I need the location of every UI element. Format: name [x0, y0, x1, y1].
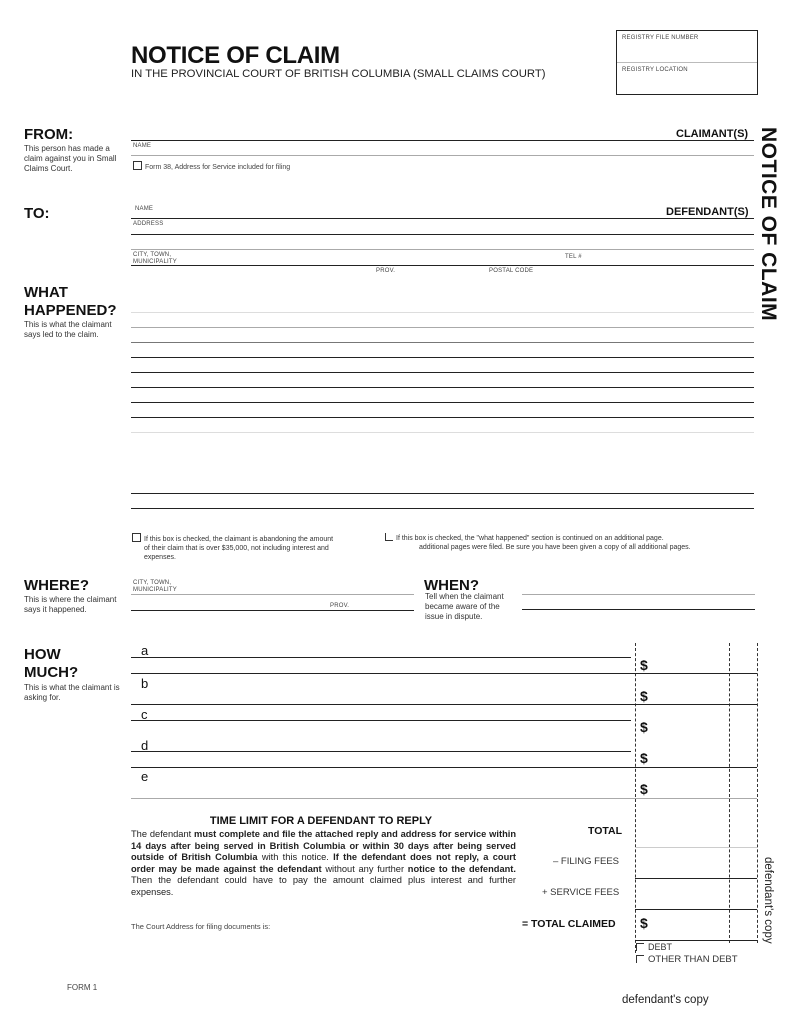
registry-box [616, 30, 758, 95]
where-heading: WHERE? [24, 577, 89, 594]
claim-item-c-description[interactable] [155, 706, 629, 721]
what-happened-rule-8 [131, 417, 754, 418]
defendant-postal-label: POSTAL CODE [489, 268, 534, 274]
claim-item-a-description[interactable] [155, 643, 629, 658]
court-address-label: The Court Address for filing documents is: [131, 922, 271, 931]
what-happened-textarea[interactable] [131, 300, 755, 514]
defendant-city-label [133, 252, 177, 265]
what-happened-heading-line2: HAPPENED? [24, 302, 117, 319]
abandon-checkbox-row[interactable] [132, 533, 382, 562]
continued-checkbox-label-line2: additional pages were filed. Be sure you have been given a copy of all additional pages. [419, 544, 691, 551]
what-happened-rule-7 [131, 402, 754, 403]
claim-item-a-letter: a [141, 643, 149, 658]
total-claimed-amount[interactable] [653, 915, 731, 935]
form38-checkbox-row[interactable] [133, 161, 290, 173]
how-much-heading-line2: MUCH? [24, 664, 79, 681]
filing-fees-amount[interactable] [640, 854, 731, 874]
side-copy-label-vertical: defendant's copy [762, 857, 774, 944]
service-fees-label: + SERVICE FEES [542, 887, 620, 898]
claimant-name-rule [131, 155, 754, 156]
form38-checkbox[interactable] [133, 161, 142, 170]
continued-checkbox-label-line1: If this box is checked, the "what happened" section is continued on an additional page. [396, 535, 664, 542]
what-happened-description: This is what the claimant says led to the claim. [24, 320, 112, 339]
claim-item-c-letter: c [141, 707, 148, 722]
debt-label: DEBT [648, 942, 673, 952]
where-prov-input[interactable] [133, 596, 414, 610]
claim-item-a-rule [131, 657, 631, 658]
defendant-name-label: NAME [135, 206, 154, 212]
registry-location-input[interactable] [621, 75, 755, 93]
what-happened-rule-2 [131, 327, 754, 328]
what-happened-rule-3 [131, 342, 754, 343]
where-city-label-line2: MUNICIPALITY [133, 586, 177, 593]
where-city-label-line1: CITY, TOWN, [133, 580, 172, 586]
total-claimed-rule [635, 940, 757, 941]
claim-item-e-rule [131, 798, 757, 799]
what-happened-rule-9 [131, 432, 754, 433]
page-subtitle: IN THE PROVINCIAL COURT OF BRITISH COLUMBIA (SMALL CLAIMS COURT) [131, 68, 546, 80]
when-input[interactable] [523, 580, 752, 610]
form-number: FORM 1 [67, 983, 98, 992]
time-limit-text-3: with this notice. [257, 852, 334, 863]
total-amount[interactable] [640, 822, 731, 842]
what-happened-rule-1 [131, 312, 754, 313]
claim-item-b-rule [131, 704, 757, 705]
continued-checkbox-row[interactable] [385, 533, 755, 552]
time-limit-text-1: The defendant [131, 829, 195, 839]
what-happened-rule-11 [131, 508, 754, 509]
defendant-address-label: ADDRESS [133, 221, 164, 227]
defendant-role-label: DEFENDANT(S) [666, 206, 749, 218]
defendant-address-input[interactable] [170, 220, 754, 235]
claim-item-c-rule [131, 720, 631, 721]
claim-item-b-letter: b [141, 676, 149, 691]
what-happened-rule-10 [131, 493, 754, 494]
claim-item-e-description[interactable] [155, 769, 629, 797]
time-limit-text-4: If the defendant does not reply, a court order may be made against the defendant [131, 852, 516, 874]
when-description: Tell when the claimant became aware of the issue in dispute. [425, 592, 504, 621]
total-claimed-label: = TOTAL CLAIMED [522, 918, 616, 930]
footer-copy-label: defendant's copy [622, 994, 709, 1006]
abandon-checkbox-label-line3: expenses. [144, 554, 176, 561]
where-prov-rule [131, 610, 414, 611]
what-happened-heading [24, 284, 117, 320]
service-fees-rule [635, 909, 757, 910]
claim-item-e-amount[interactable] [652, 781, 731, 799]
defendant-city-label-line2: MUNICIPALITY [133, 258, 177, 265]
claim-item-d-amount-rule [131, 767, 757, 768]
abandon-checkbox-label-line2: of their claim that is over $35,000, not including interest and [144, 545, 329, 552]
where-description: This is where the claimant says it happened. [24, 595, 117, 614]
what-happened-heading-line1: WHAT [24, 284, 68, 301]
from-description: This person has made a claim against you in Small Claims Court. [24, 144, 117, 173]
claimant-role-label: CLAIMANT(S) [676, 128, 749, 140]
page-title: NOTICE OF CLAIM [131, 42, 340, 69]
claim-item-e-letter: e [141, 769, 149, 784]
time-limit-text-6: notice to the defendant. [407, 863, 516, 874]
total-rule [635, 847, 757, 848]
claim-item-a-amount-rule [131, 673, 757, 674]
what-happened-rule-6 [131, 387, 754, 388]
claim-item-e-currency: $ [640, 781, 648, 797]
claim-item-c-amount[interactable] [652, 720, 731, 738]
claim-item-d-currency: $ [640, 750, 648, 766]
claim-item-b-description[interactable] [155, 676, 629, 704]
defendant-city-rule [131, 265, 754, 266]
registry-divider [617, 62, 757, 63]
claimant-top-rule [131, 140, 754, 141]
where-city-rule [131, 594, 414, 595]
time-limit-heading: TIME LIMIT FOR A DEFENDANT TO REPLY [209, 815, 433, 827]
abandon-checkbox[interactable] [132, 533, 141, 542]
registry-file-number-label: REGISTRY FILE NUMBER [622, 35, 699, 41]
when-rule-2 [522, 609, 755, 610]
form38-checkbox-label: Form 38, Address for Service included for filing [145, 164, 291, 171]
continued-checkbox[interactable] [385, 533, 393, 541]
other-than-debt-label: OTHER THAN DEBT [648, 954, 738, 965]
other-than-debt-checkbox[interactable] [636, 955, 644, 963]
claim-item-b-currency: $ [640, 688, 648, 704]
defendant-address2-rule [131, 249, 754, 250]
debt-checkbox-row[interactable] [636, 942, 672, 952]
total-claimed-currency: $ [640, 915, 648, 931]
amount-column-guide-right [757, 643, 758, 943]
what-happened-rule-5 [131, 372, 754, 373]
defendant-prov-label: PROV. [376, 268, 396, 274]
how-much-heading [24, 646, 78, 682]
where-city-label [133, 580, 177, 593]
filing-fees-rule [635, 878, 757, 879]
claim-item-d-description[interactable] [155, 737, 629, 752]
claimant-name-label: NAME [133, 143, 152, 149]
registry-file-number-input[interactable] [621, 43, 755, 61]
defendant-city-input[interactable] [185, 251, 559, 266]
total-label: TOTAL [588, 825, 623, 837]
claim-item-d-rule [131, 751, 631, 752]
claim-item-d-letter: d [141, 738, 149, 753]
how-much-description: This is what the claimant is asking for. [24, 683, 120, 702]
when-heading: WHEN? [424, 577, 479, 594]
where-prov-label: PROV. [330, 603, 350, 609]
when-rule-1 [522, 594, 755, 595]
other-than-debt-checkbox-row[interactable] [636, 954, 738, 965]
time-limit-text-7: Then the defendant could have to pay the amount claimed plus interest and further expenses. [131, 875, 516, 897]
what-happened-rule-4 [131, 357, 754, 358]
time-limit-text-5: without any further [321, 863, 408, 874]
how-much-heading-line1: HOW [24, 646, 61, 663]
abandon-checkbox-label-line1: If this box is checked, the claimant is abandoning the amount [144, 536, 334, 543]
from-heading: FROM: [24, 126, 74, 143]
defendant-address-line2-input[interactable] [133, 236, 754, 250]
time-limit-paragraph [131, 829, 516, 899]
time-limit-text-2: must complete and file the attached reply and address for service within 14 days after being served in British Columbia or within 30 days after being served outside of British Columbia [131, 829, 517, 863]
debt-checkbox[interactable] [636, 943, 644, 951]
side-title-vertical: NOTICE OF CLAIM [757, 127, 780, 322]
claim-item-c-currency: $ [640, 719, 648, 735]
defendant-tel-label: TEL # [565, 254, 582, 260]
claim-item-a-currency: $ [640, 657, 648, 673]
to-heading: TO: [24, 205, 50, 222]
registry-location-label: REGISTRY LOCATION [622, 67, 688, 73]
filing-fees-label: – FILING FEES [553, 856, 619, 867]
service-fees-amount[interactable] [640, 885, 731, 905]
defendant-city-label-line1: CITY, TOWN, [133, 252, 172, 258]
defendant-name-rule [131, 218, 754, 219]
defendant-address-rule [131, 234, 754, 235]
defendant-tel-input[interactable] [590, 251, 754, 266]
